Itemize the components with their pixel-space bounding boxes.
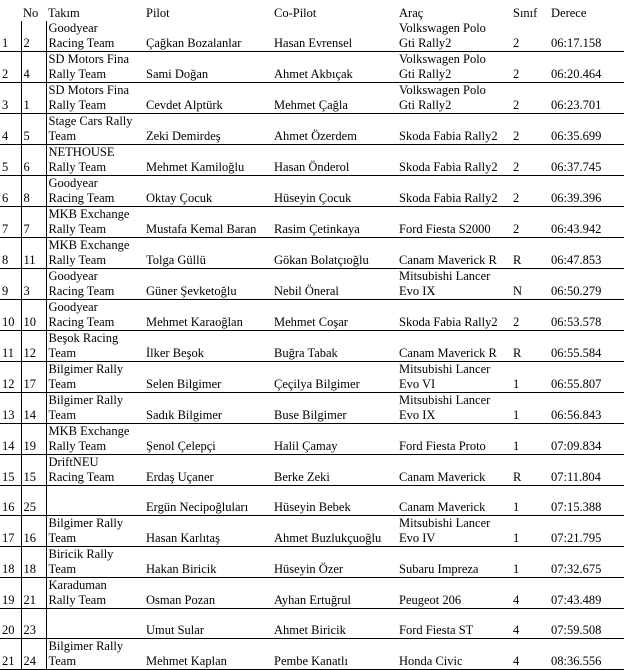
copilot-cell: Ahmet Biricik [272, 609, 397, 639]
class-cell: 4 [511, 578, 549, 609]
copilot-cell: Çeçilya Bilgimer [272, 362, 397, 393]
table-row [0, 300, 624, 331]
pilot-cell: Tolga Güllü [144, 238, 272, 269]
time-cell: 08:36.556 [549, 639, 624, 670]
class-cell: 2 [511, 114, 549, 145]
team-line-1: Bilgimer Rally [48, 393, 124, 407]
car-cell [397, 609, 511, 639]
team-line-1: Goodyear [48, 269, 98, 283]
car-number-cell: 16 [21, 516, 46, 547]
team-line-2: Rally Team [48, 222, 107, 236]
table-row [0, 362, 624, 393]
header-copilot: Co-Pilot [274, 6, 317, 20]
team-line-2: Team [48, 346, 77, 360]
car-number-cell: 17 [21, 362, 46, 393]
time-cell: 06:20.464 [549, 52, 624, 83]
car-line-1: Mitsubishi Lancer [399, 516, 491, 530]
time-cell: 06:55.807 [549, 362, 624, 393]
table-row [0, 547, 624, 578]
car-cell [397, 362, 511, 393]
team-line-2: Rally Team [48, 160, 107, 174]
team-cell [46, 609, 144, 639]
table-row [0, 455, 624, 486]
car-number-cell: 23 [21, 609, 46, 639]
pilot-cell: Mehmet Kaplan [144, 639, 272, 670]
pilot-cell: Ergün Necipoğluları [144, 486, 272, 516]
car-line-2: Evo IX [399, 408, 436, 422]
car-cell [397, 578, 511, 609]
pilot-cell: Selen Bilgimer [144, 362, 272, 393]
time-cell: 06:39.396 [549, 176, 624, 207]
table-row [0, 207, 624, 238]
car-cell [397, 207, 511, 238]
position-cell: 9 [0, 269, 21, 300]
car-cell [397, 486, 511, 516]
car-line-2: Skoda Fabia Rally2 [399, 191, 498, 205]
team-cell [46, 578, 144, 609]
team-line-2: Racing Team [48, 284, 115, 298]
car-number-cell: 1 [21, 83, 46, 114]
car-line-2: Ford Fiesta S2000 [399, 222, 491, 236]
class-cell: 1 [511, 486, 549, 516]
position-cell: 19 [0, 578, 21, 609]
team-cell [46, 269, 144, 300]
table-row [0, 486, 624, 516]
header-team: Takım [48, 6, 80, 20]
position-cell: 21 [0, 639, 21, 670]
car-number-cell: 7 [21, 207, 46, 238]
team-line-1: Karaduman [48, 578, 107, 592]
time-cell: 06:35.699 [549, 114, 624, 145]
car-cell [397, 393, 511, 424]
car-cell [397, 238, 511, 269]
time-cell: 06:47.853 [549, 238, 624, 269]
class-cell: 1 [511, 516, 549, 547]
header-class: Sınıf [513, 6, 538, 20]
pilot-cell: Umut Sular [144, 609, 272, 639]
header-car: Araç [399, 6, 424, 20]
team-cell [46, 455, 144, 486]
car-number-cell: 6 [21, 145, 46, 176]
header-pos [0, 5, 21, 21]
car-line-1: Mitsubishi Lancer [399, 393, 491, 407]
table-row [0, 83, 624, 114]
class-cell: N [511, 269, 549, 300]
team-line-1: Biricik Rally [48, 547, 114, 561]
team-line-2: Team [48, 377, 77, 391]
pilot-cell: Oktay Çocuk [144, 176, 272, 207]
car-cell [397, 547, 511, 578]
position-cell: 5 [0, 145, 21, 176]
pilot-cell: Hasan Karlıtaş [144, 516, 272, 547]
car-line-2: Canam Maverick R [399, 253, 497, 267]
team-cell [46, 516, 144, 547]
team-line-2: Team [48, 129, 77, 143]
team-cell [46, 83, 144, 114]
copilot-cell: Buse Bilgimer [272, 393, 397, 424]
car-line-2: Gti Rally2 [399, 98, 452, 112]
team-cell [46, 362, 144, 393]
team-cell [46, 21, 144, 52]
position-cell: 2 [0, 52, 21, 83]
position-cell: 12 [0, 362, 21, 393]
car-cell [397, 114, 511, 145]
car-line-1: Volkswagen Polo [399, 83, 486, 97]
pilot-cell: Mehmet Karaoğlan [144, 300, 272, 331]
pilot-cell: Osman Pozan [144, 578, 272, 609]
class-cell: 1 [511, 424, 549, 455]
table-row [0, 424, 624, 455]
copilot-cell: Hüseyin Bebek [272, 486, 397, 516]
table-row [0, 176, 624, 207]
pilot-cell: İlker Beşok [144, 331, 272, 362]
team-line-2: Racing Team [48, 36, 115, 50]
position-cell: 14 [0, 424, 21, 455]
class-cell: 2 [511, 52, 549, 83]
copilot-cell: Ayhan Ertuğrul [272, 578, 397, 609]
team-line-2: Racing Team [48, 191, 115, 205]
copilot-cell: Ahmet Akbıçak [272, 52, 397, 83]
team-cell [46, 300, 144, 331]
table-row [0, 331, 624, 362]
class-cell: 4 [511, 639, 549, 670]
team-line-1: Bilgimer Rally [48, 516, 124, 530]
team-cell [46, 331, 144, 362]
team-line-2: Rally Team [48, 439, 107, 453]
table-row [0, 238, 624, 269]
class-cell: R [511, 238, 549, 269]
time-cell: 07:32.675 [549, 547, 624, 578]
car-line-2: Subaru Impreza [399, 562, 479, 576]
copilot-cell: Hasan Önderol [272, 145, 397, 176]
class-cell: 2 [511, 207, 549, 238]
pilot-cell: Mehmet Kamiloğlu [144, 145, 272, 176]
car-cell [397, 516, 511, 547]
copilot-cell: Ahmet Buzlukçuoğlu [272, 516, 397, 547]
team-line-2: Team [48, 562, 77, 576]
car-line-1: Mitsubishi Lancer [399, 269, 491, 283]
time-cell: 06:43.942 [549, 207, 624, 238]
team-line-1: Goodyear [48, 21, 98, 35]
rally-results-table [0, 5, 624, 670]
car-line-2: Evo IX [399, 284, 436, 298]
copilot-cell: Gökan Bolatçıoğlu [272, 238, 397, 269]
time-cell: 06:56.843 [549, 393, 624, 424]
car-line-2: Canam Maverick R [399, 346, 497, 360]
header-row [0, 5, 624, 21]
team-cell [46, 114, 144, 145]
copilot-cell: Ahmet Özerdem [272, 114, 397, 145]
team-line-1: Beşok Racing [48, 331, 119, 345]
car-line-2: Canam Maverick [399, 470, 486, 484]
pilot-cell: Cevdet Alptürk [144, 83, 272, 114]
car-line-2: Skoda Fabia Rally2 [399, 129, 498, 143]
table-row [0, 578, 624, 609]
class-cell: 2 [511, 145, 549, 176]
car-line-2: Gti Rally2 [399, 36, 452, 50]
position-cell: 1 [0, 21, 21, 52]
car-cell [397, 52, 511, 83]
car-line-2: Canam Maverick [399, 500, 486, 514]
team-line-1: SD Motors Fina [48, 52, 130, 66]
pilot-cell: Güner Şevketoğlu [144, 269, 272, 300]
pilot-cell: Sami Doğan [144, 52, 272, 83]
car-cell [397, 269, 511, 300]
time-cell: 07:11.804 [549, 455, 624, 486]
car-line-2: Skoda Fabia Rally2 [399, 160, 498, 174]
car-cell [397, 176, 511, 207]
car-number-cell: 25 [21, 486, 46, 516]
class-cell: 2 [511, 21, 549, 52]
copilot-cell: Mehmet Coşar [272, 300, 397, 331]
car-number-cell: 11 [21, 238, 46, 269]
team-line-2: Team [48, 531, 77, 545]
table-row [0, 145, 624, 176]
table-row [0, 609, 624, 639]
copilot-cell: Nebil Öneral [272, 269, 397, 300]
car-cell [397, 455, 511, 486]
team-cell [46, 238, 144, 269]
team-line-2: Racing Team [48, 470, 115, 484]
pilot-cell: Erdaş Uçaner [144, 455, 272, 486]
copilot-cell: Buğra Tabak [272, 331, 397, 362]
car-number-cell: 4 [21, 52, 46, 83]
team-cell [46, 393, 144, 424]
header-no: No [23, 6, 39, 20]
copilot-cell: Hüseyin Özer [272, 547, 397, 578]
position-cell: 6 [0, 176, 21, 207]
car-cell [397, 424, 511, 455]
position-cell: 11 [0, 331, 21, 362]
class-cell: 4 [511, 609, 549, 639]
car-cell [397, 83, 511, 114]
copilot-cell: Hüseyin Çocuk [272, 176, 397, 207]
position-cell: 7 [0, 207, 21, 238]
team-cell [46, 639, 144, 670]
time-cell: 06:17.158 [549, 21, 624, 52]
car-line-1: Mitsubishi Lancer [399, 362, 491, 376]
car-line-1: Volkswagen Polo [399, 21, 486, 35]
car-line-2: Gti Rally2 [399, 67, 452, 81]
pilot-cell: Hakan Biricik [144, 547, 272, 578]
copilot-cell: Rasim Çetinkaya [272, 207, 397, 238]
car-number-cell: 10 [21, 300, 46, 331]
team-cell [46, 207, 144, 238]
car-cell [397, 639, 511, 670]
time-cell: 07:43.489 [549, 578, 624, 609]
time-cell: 06:23.701 [549, 83, 624, 114]
car-line-2: Evo VI [399, 377, 436, 391]
table-row [0, 639, 624, 670]
team-line-2: Team [48, 408, 77, 422]
car-number-cell: 18 [21, 547, 46, 578]
team-cell [46, 486, 144, 516]
header-pilot: Pilot [146, 6, 170, 20]
results-body [0, 21, 624, 670]
team-line-1: NETHOUSE [48, 145, 115, 159]
car-line-1: Volkswagen Polo [399, 52, 486, 66]
position-cell: 3 [0, 83, 21, 114]
table-row [0, 393, 624, 424]
team-cell [46, 145, 144, 176]
time-cell: 07:21.795 [549, 516, 624, 547]
team-line-1: MKB Exchange [48, 207, 130, 221]
car-number-cell: 2 [21, 21, 46, 52]
pilot-cell: Çağkan Bozalanlar [144, 21, 272, 52]
class-cell: 1 [511, 362, 549, 393]
car-number-cell: 8 [21, 176, 46, 207]
car-line-2: Honda Civic [399, 654, 463, 668]
car-cell [397, 145, 511, 176]
team-line-1: Stage Cars Rally [48, 114, 133, 128]
car-number-cell: 24 [21, 639, 46, 670]
position-cell: 4 [0, 114, 21, 145]
car-cell [397, 331, 511, 362]
team-line-2: Rally Team [48, 253, 107, 267]
class-cell: R [511, 455, 549, 486]
class-cell: R [511, 331, 549, 362]
team-line-1: MKB Exchange [48, 424, 130, 438]
car-line-2: Evo IV [399, 531, 436, 545]
table-row [0, 21, 624, 52]
header-time: Derece [551, 6, 587, 20]
table-row [0, 516, 624, 547]
team-line-1: MKB Exchange [48, 238, 130, 252]
team-line-1: SD Motors Fina [48, 83, 130, 97]
position-cell: 8 [0, 238, 21, 269]
position-cell: 20 [0, 609, 21, 639]
position-cell: 15 [0, 455, 21, 486]
time-cell: 06:53.578 [549, 300, 624, 331]
team-line-2: Racing Team [48, 315, 115, 329]
team-line-2: Rally Team [48, 67, 107, 81]
position-cell: 18 [0, 547, 21, 578]
time-cell: 07:09.834 [549, 424, 624, 455]
time-cell: 07:15.388 [549, 486, 624, 516]
position-cell: 13 [0, 393, 21, 424]
car-number-cell: 3 [21, 269, 46, 300]
team-line-1: Bilgimer Rally [48, 362, 124, 376]
class-cell: 2 [511, 83, 549, 114]
position-cell: 17 [0, 516, 21, 547]
team-line-1: DriftNEU [48, 455, 99, 469]
car-number-cell: 12 [21, 331, 46, 362]
car-number-cell: 19 [21, 424, 46, 455]
position-cell: 10 [0, 300, 21, 331]
pilot-cell: Sadık Bilgimer [144, 393, 272, 424]
car-line-2: Ford Fiesta Proto [399, 439, 486, 453]
team-line-1: Goodyear [48, 300, 98, 314]
copilot-cell: Pembe Kanatlı [272, 639, 397, 670]
car-line-2: Ford Fiesta ST [399, 623, 474, 637]
team-line-2: Team [48, 654, 77, 668]
position-cell: 16 [0, 486, 21, 516]
car-number-cell: 14 [21, 393, 46, 424]
table-row [0, 114, 624, 145]
team-line-2: Rally Team [48, 593, 107, 607]
copilot-cell: Mehmet Çağla [272, 83, 397, 114]
time-cell: 06:50.279 [549, 269, 624, 300]
team-line-1: Bilgimer Rally [48, 639, 124, 653]
pilot-cell: Zeki Demirdeş [144, 114, 272, 145]
time-cell: 06:55.584 [549, 331, 624, 362]
class-cell: 2 [511, 176, 549, 207]
car-number-cell: 21 [21, 578, 46, 609]
table-row [0, 269, 624, 300]
time-cell: 07:59.508 [549, 609, 624, 639]
pilot-cell: Mustafa Kemal Baran [144, 207, 272, 238]
copilot-cell: Berke Zeki [272, 455, 397, 486]
pilot-cell: Şenol Çelepçi [144, 424, 272, 455]
car-cell [397, 21, 511, 52]
car-line-2: Skoda Fabia Rally2 [399, 315, 498, 329]
team-cell [46, 52, 144, 83]
team-line-2: Rally Team [48, 98, 107, 112]
copilot-cell: Halil Çamay [272, 424, 397, 455]
team-line-1: Goodyear [48, 176, 98, 190]
time-cell: 06:37.745 [549, 145, 624, 176]
car-cell [397, 300, 511, 331]
car-line-2: Peugeot 206 [399, 593, 462, 607]
class-cell: 1 [511, 547, 549, 578]
car-number-cell: 15 [21, 455, 46, 486]
class-cell: 2 [511, 300, 549, 331]
table-row [0, 52, 624, 83]
class-cell: 1 [511, 393, 549, 424]
copilot-cell: Hasan Evrensel [272, 21, 397, 52]
team-cell [46, 547, 144, 578]
team-cell [46, 176, 144, 207]
car-number-cell: 5 [21, 114, 46, 145]
team-cell [46, 424, 144, 455]
